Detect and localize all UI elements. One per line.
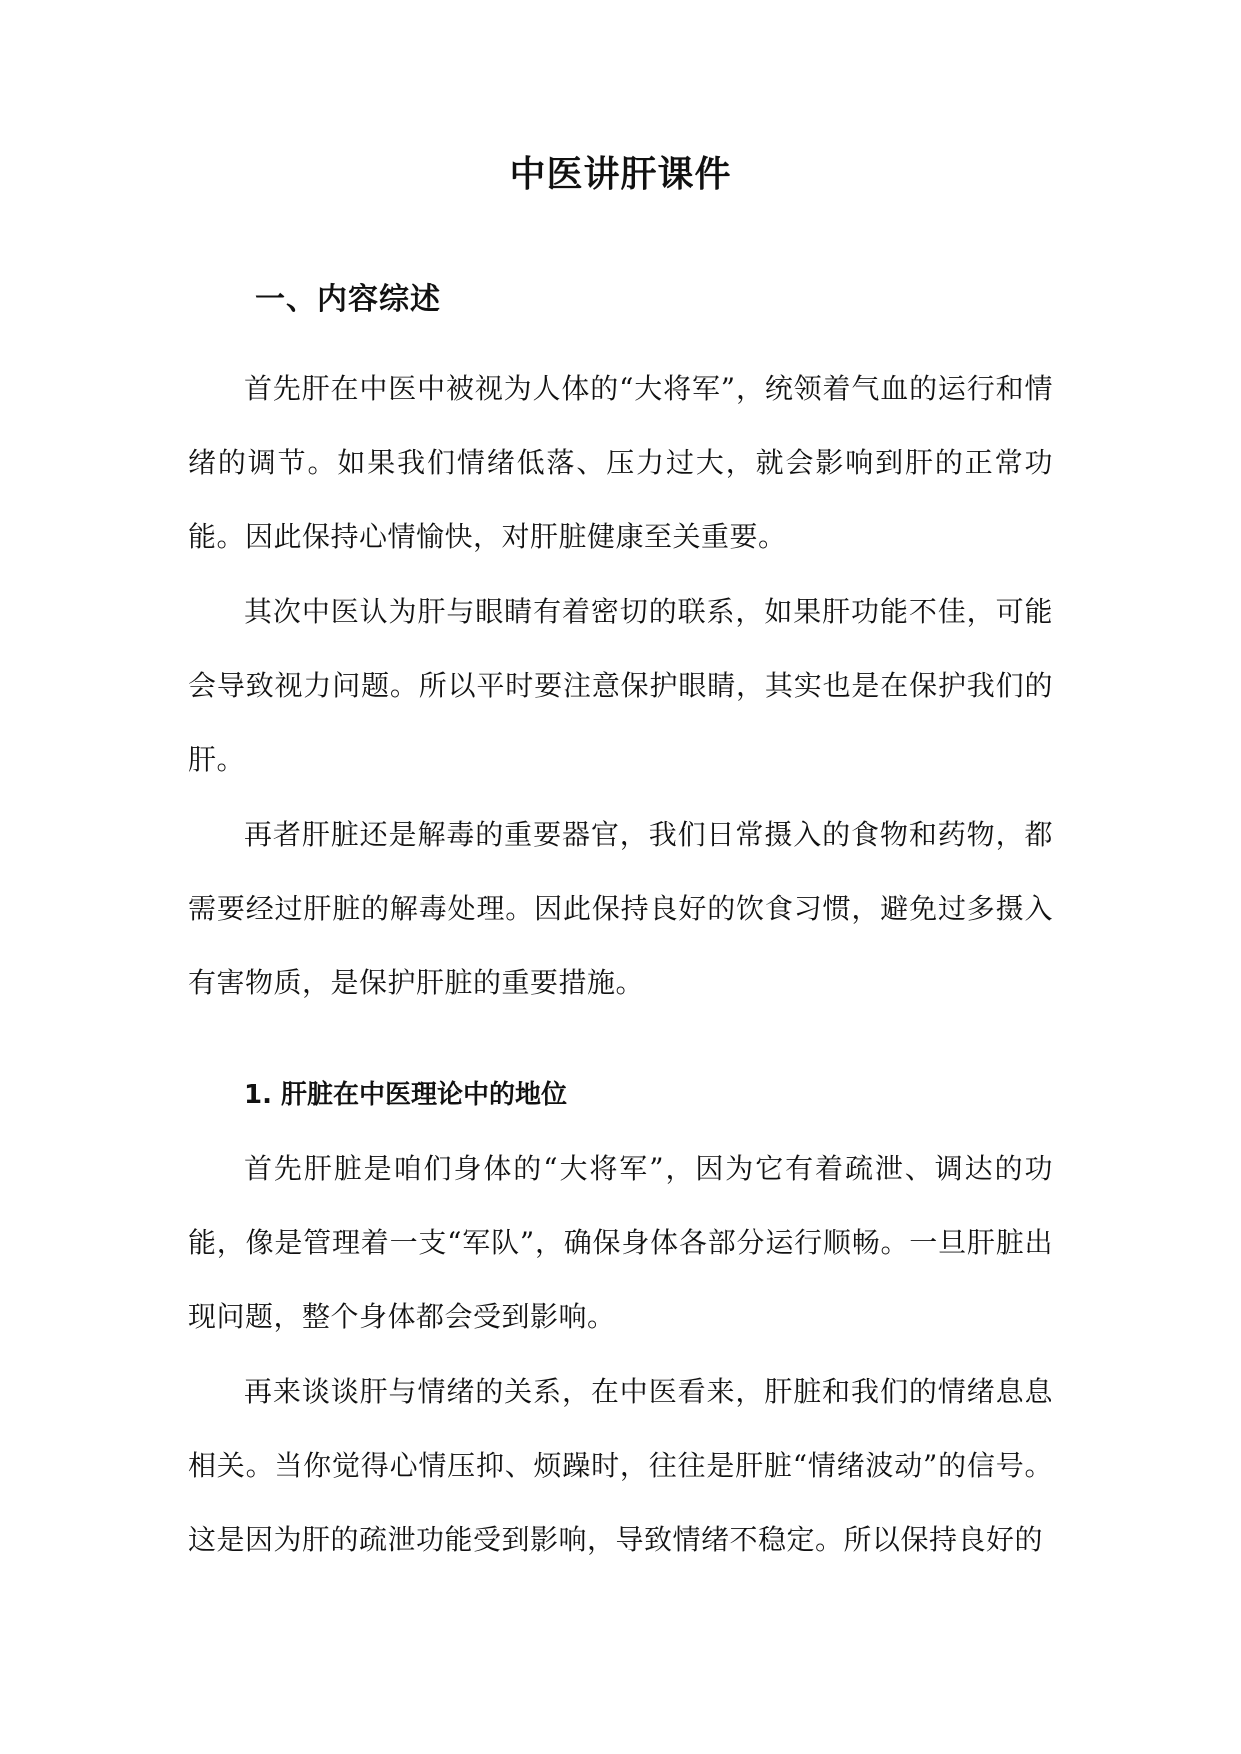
paragraph: 首先肝在中医中被视为人体的“大将军”，统领着气血的运行和情绪的调节。如果我们情绪低落、压力过大，就会影响到肝的正常功能。因此保持心情愉快，对肝脏健康至关重要。 xyxy=(188,372,1053,553)
paragraph: 其次中医认为肝与眼睛有着密切的联系，如果肝功能不佳，可能会导致视力问题。所以平时要注意保护眼睛，其实也是在保护我们的肝。 xyxy=(188,595,1053,776)
section-heading: 一、内容综述 xyxy=(255,282,441,317)
subsection-heading: 1. 肝脏在中医理论中的地位 xyxy=(244,1080,568,1110)
paragraph: 首先肝脏是咱们身体的“大将军”，因为它有着疏泄、调达的功能，像是管理着一支“军队”，确保身体各部分运行顺畅。一旦肝脏出现问题，整个身体都会受到影响。 xyxy=(188,1152,1053,1333)
paragraph: 再来谈谈肝与情绪的关系，在中医看来，肝脏和我们的情绪息息相关。当你觉得心情压抑、烦躁时，往往是肝脏“情绪波动”的信号。这是因为肝的疏泄功能受到影响，导致情绪不稳定。所以保持良好的 xyxy=(188,1375,1053,1556)
paragraph: 再者肝脏还是解毒的重要器官，我们日常摄入的食物和药物，都需要经过肝脏的解毒处理。因此保持良好的饮食习惯，避免过多摄入有害物质，是保护肝脏的重要措施。 xyxy=(188,818,1053,999)
document-title: 中医讲肝课件 xyxy=(509,154,732,195)
